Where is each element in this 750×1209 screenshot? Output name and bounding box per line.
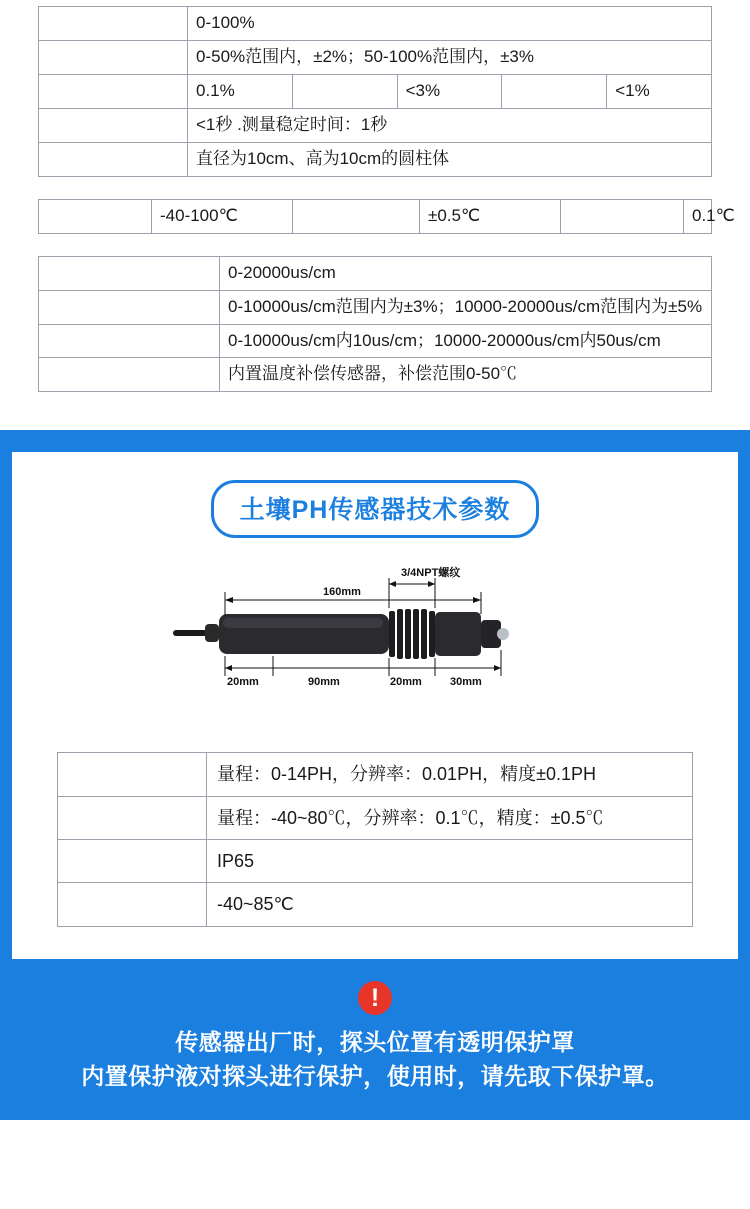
table-row: [39, 7, 712, 41]
table-row: [39, 40, 712, 74]
moisture-spec-table: [38, 6, 712, 177]
row-label: 测量精度：: [39, 290, 220, 324]
dim-total-length: 160mm: [323, 586, 361, 599]
row-label-resolution: 分辨率：: [39, 74, 188, 108]
table-row: [58, 839, 693, 882]
dim-right-1: 20mm: [390, 676, 422, 689]
table-row: [58, 753, 693, 796]
spacer: [12, 722, 738, 752]
spacer: [12, 927, 738, 937]
row-label-interchange: 互换精度：: [292, 74, 397, 108]
ph-title-wrap: [12, 480, 738, 538]
table-row: [39, 199, 712, 233]
row-label: 防护等级: [58, 839, 207, 882]
row-label-resolution: 分辨率：: [561, 199, 684, 233]
row-label: 响应时间：: [39, 108, 188, 142]
sensor-diagram-svg: [165, 564, 585, 714]
temperature-spec-table: [38, 199, 735, 234]
table-row: [58, 883, 693, 926]
notice-section: [0, 959, 750, 1120]
row-value: 直径为10cm、高为10cm的圆柱体: [188, 142, 712, 176]
row-value: <1秒 .测量稳定时间：1秒: [188, 108, 712, 142]
table-row: [39, 142, 712, 176]
dim-mid: 90mm: [308, 676, 340, 689]
table-row: [39, 290, 712, 324]
row-value-retest: <1%: [607, 74, 712, 108]
table-row: [39, 74, 712, 108]
row-value-resolution: 0.1℃: [684, 199, 712, 233]
row-value-accuracy: ±0.5℃: [420, 199, 561, 233]
table-row: [39, 256, 712, 290]
row-value: IP65: [207, 839, 693, 882]
row-value: 量程：-40~80℃，分辨率：0.1℃，精度：±0.5℃: [207, 796, 693, 839]
row-value: 0-100%: [188, 7, 712, 41]
row-label: 温度量程: [58, 796, 207, 839]
row-label: 范 围：: [39, 256, 220, 290]
row-value-resolution: 0.1%: [188, 74, 293, 108]
table-row: [58, 796, 693, 839]
row-label-accuracy: 测量精度：: [293, 199, 420, 233]
spacer: [0, 392, 750, 430]
row-label-range: 范 围：: [39, 199, 152, 233]
row-label: 运行环境: [58, 883, 207, 926]
table-row: [39, 324, 712, 358]
row-value-range: -40-100℃: [152, 199, 293, 233]
spacer: [0, 177, 750, 199]
conductivity-spec-table: [38, 256, 712, 393]
exclamation-icon-wrap: [0, 981, 750, 1015]
spacer: [0, 1015, 750, 1025]
sensor-diagram: [165, 564, 585, 714]
ph-sensor-section: [0, 452, 750, 958]
blue-divider: [0, 430, 750, 452]
dim-left: 20mm: [227, 676, 259, 689]
specs-section: [0, 0, 750, 430]
dim-thread-label: 3/4NPT螺纹: [401, 567, 461, 580]
row-label: 量 程：: [39, 7, 188, 41]
row-value: -40~85℃: [207, 883, 693, 926]
row-value: 0-10000us/cm内10us/cm；10000-20000us/cm内50us/cm: [220, 324, 712, 358]
page-title: 土壤PH传感器技术参数: [211, 480, 540, 538]
row-label: 测量区域：: [39, 142, 188, 176]
table-row: [39, 358, 712, 392]
row-value-interchange: <3%: [397, 74, 502, 108]
row-value: 0-20000us/cm: [220, 256, 712, 290]
row-label: 盐分温度补偿：: [39, 358, 220, 392]
row-label: 分辨率：: [39, 324, 220, 358]
dim-right-2: 30mm: [450, 676, 482, 689]
table-row: [39, 108, 712, 142]
row-value: 量程：0-14PH，分辨率：0.01PH，精度±0.1PH: [207, 753, 693, 796]
spacer: [0, 234, 750, 256]
row-label-retest: 复测误差：: [502, 74, 607, 108]
row-label: PH值量程: [58, 753, 207, 796]
row-value: 0-50%范围内，±2%；50-100%范围内，±3%: [188, 40, 712, 74]
exclamation-icon: !: [358, 981, 392, 1015]
notice-line-2: 内置保护液对探头进行保护，使用时，请先取下保护罩。: [81, 1063, 669, 1090]
row-label: 测量精度：: [39, 40, 188, 74]
notice-line-1: 传感器出厂时，探头位置有透明保护罩: [175, 1028, 575, 1055]
ph-spec-table: [57, 752, 693, 926]
row-value: 0-10000us/cm范围内为±3%；10000-20000us/cm范围内为±5%: [220, 290, 712, 324]
row-value: 内置温度补偿传感器，补偿范围0-50℃: [220, 358, 712, 392]
